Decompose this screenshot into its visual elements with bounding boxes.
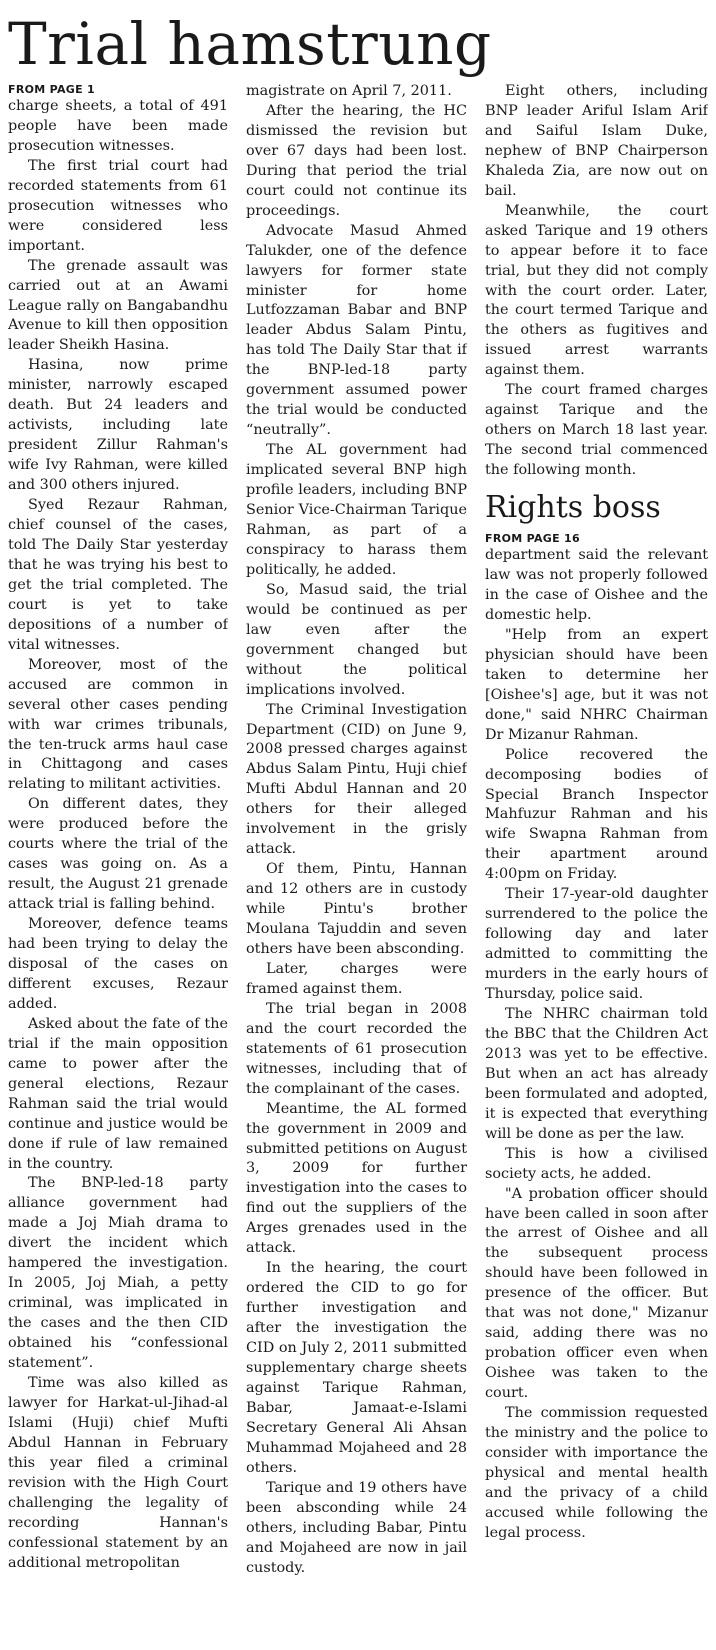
paragraph: The first trial court had recorded statements from 61 prosecution witnesses who were considered less important.: [8, 157, 228, 254]
second-headline: Rights boss: [485, 490, 661, 526]
paragraph: Meanwhile, the court asked Tarique and 19 others to appear before it to face trial, but they did not comply with the court order. Later, the court termed Tarique and the others as fugitives and issued arrest warrants against them.: [485, 202, 708, 379]
paragraph: Moreover, defence teams had been trying to delay the disposal of the cases on different excuses, Rezaur added.: [8, 916, 228, 1012]
paragraph: charge sheets, a total of 491 people have been made prosecution witnesses.: [8, 98, 228, 154]
continuation-kicker: FROM PAGE 16: [485, 532, 580, 546]
continuation-kicker: FROM PAGE 1: [8, 83, 96, 96]
paragraph: The AL government had implicated several BNP high profile leaders, including BNP Senior Vice-Chairman Tarique Rahman, as part of a conspiracy to harass them politically, he added.: [246, 442, 467, 578]
paragraph: Asked about the fate of the trial if the main opposition came to power after the general elections, Rezaur Rahman said the trial would continue and justice would be done if rule of law remained in the country.: [8, 1015, 228, 1172]
paragraph: After the hearing, the HC dismissed the revision but over 67 days had been lost. During that period the trial court could not continue its proceedings.: [246, 102, 467, 219]
paragraph: magistrate on April 7, 2011.: [246, 83, 452, 99]
paragraph: So, Masud said, the trial would be continued as per law even after the government changed but without the political implications involved.: [246, 581, 467, 698]
paragraph: Advocate Masud Ahmed Talukder, one of the defence lawyers for former state minister for home Lutfozzaman Babar and BNP leader Abdus Salam Pintu, has told The Daily Star that if the BNP-led-18 party government assumed power the trial would be conducted “neutrally”.: [246, 222, 467, 439]
paragraph: The court framed charges against Tarique and the others on March 18 last year. The second trial commenced the following month.: [485, 382, 708, 479]
paragraph: The BNP-led-18 party alliance government had made a Joj Miah drama to divert the incident which hampered the investigation. In 2005, Joj Miah, a petty criminal, was implicated in the cases and the then CID obtained his “confessional statement”.: [8, 1175, 228, 1372]
paragraph: Meantime, the AL formed the government in 2009 and submitted petitions on August 3, 2009 for further investigation into the cases to find out the suppliers of the Arges grenades used in the attack.: [246, 1100, 467, 1257]
headline: Trial hamstrung: [8, 10, 492, 78]
paragraph: Police recovered the decomposing bodies of Special Branch Inspector Mahfuzur Rahman and his wife Swapna Rahman from their apartment around 4:00pm on Friday.: [485, 746, 708, 883]
paragraph: Time was also killed as lawyer for Harkat-ul-Jihad-al Islami (Huji) chief Mufti Abdul Hannan in February this year filed a criminal revision with the High Court challenging the legality of recording Hannan's confessional statement by an additional metropolitan: [8, 1375, 228, 1571]
paragraph: On different dates, they were produced before the courts where the trial of the cases was going on. As a result, the August 21 grenade attack trial is falling behind.: [8, 796, 228, 913]
paragraph: Hasina, now prime minister, narrowly escaped death. But 24 leaders and activists, including late president Zillur Rahman's wife Ivy Rahman, were killed and 300 others injured.: [8, 357, 228, 494]
paragraph: The grenade assault was carried out at an Awami League rally on Bangabandhu Avenue to kill then opposition leader Sheikh Hasina.: [8, 257, 228, 354]
paragraph: Of them, Pintu, Hannan and 12 others are in custody while Pintu's brother Moulana Tajuddin and seven others have been absconding.: [246, 861, 467, 957]
column-1: [8, 82, 228, 1648]
paragraph: Tarique and 19 others have been absconding while 24 others, including Babar, Pintu and Mojaheed are now in jail custody.: [246, 1479, 467, 1576]
paragraph: Later, charges were framed against them.: [246, 960, 467, 997]
paragraph: "Help from an expert physician should have been taken to determine her [Oishee's] age, but it was not done," said NHRC Chairman Dr Mizanur Rahman.: [485, 626, 708, 743]
paragraph: The trial began in 2008 and the court recorded the statements of 61 prosecution witnesses, including that of the complainant of the cases.: [246, 1000, 467, 1097]
paragraph: This is how a civilised society acts, he added.: [485, 1145, 708, 1182]
paragraph: Eight others, including BNP leader Ariful Islam Arif and Saiful Islam Duke, nephew of BNP Chairperson Khaleda Zia, are now out on bail.: [485, 83, 708, 199]
paragraph: Moreover, most of the accused are common in several other cases pending with war crimes tribunals, the ten-truck arms haul case in Chittagong and cases relating to militant activities.: [8, 656, 228, 793]
paragraph: department said the relevant law was not properly followed in the case of Oishee and the domestic help.: [485, 547, 708, 623]
paragraph: The commission requested the ministry and the police to consider with importance the physical and mental health and the privacy of a child accused while following the legal process.: [485, 1405, 708, 1541]
paragraph: "A probation officer should have been called in soon after the arrest of Oishee and all the subsequent process should have been followed in presence of the officer. But that was not done," Mizanur said, adding there was no probation officer even when Oishee was taken to the court.: [485, 1185, 708, 1402]
paragraph: Syed Rezaur Rahman, chief counsel of the cases, told The Daily Star yesterday that he was trying his best to get the trial completed. The court is yet to take depositions of a number of vital witnesses.: [8, 497, 228, 653]
paragraph: Their 17-year-old daughter surrendered to the police the following day and later admitted to committing the murders in the early hours of Thursday, police said.: [485, 886, 708, 1003]
column-3: [485, 82, 708, 1648]
column-2: [246, 82, 467, 1648]
paragraph: The Criminal Investigation Department (CID) on June 9, 2008 pressed charges against Abdus Salam Pintu, Huji chief Mufti Abdul Hannan and 20 others for their alleged involvement in the grisly attack.: [246, 701, 467, 858]
paragraph: In the hearing, the court ordered the CID to go for further investigation and after the investigation the CID on July 2, 2011 submitted supplementary charge sheets against Tarique Rahman, Babar, Jamaat-e-Islami Secretary General Ali Ahsan Muhammad Mojaheed and 28 others.: [246, 1260, 467, 1476]
paragraph: The NHRC chairman told the BBC that the Children Act 2013 was yet to be effective. But when an act has already been formulated and adopted, it is expected that everything will be done as per the law.: [485, 1005, 708, 1142]
